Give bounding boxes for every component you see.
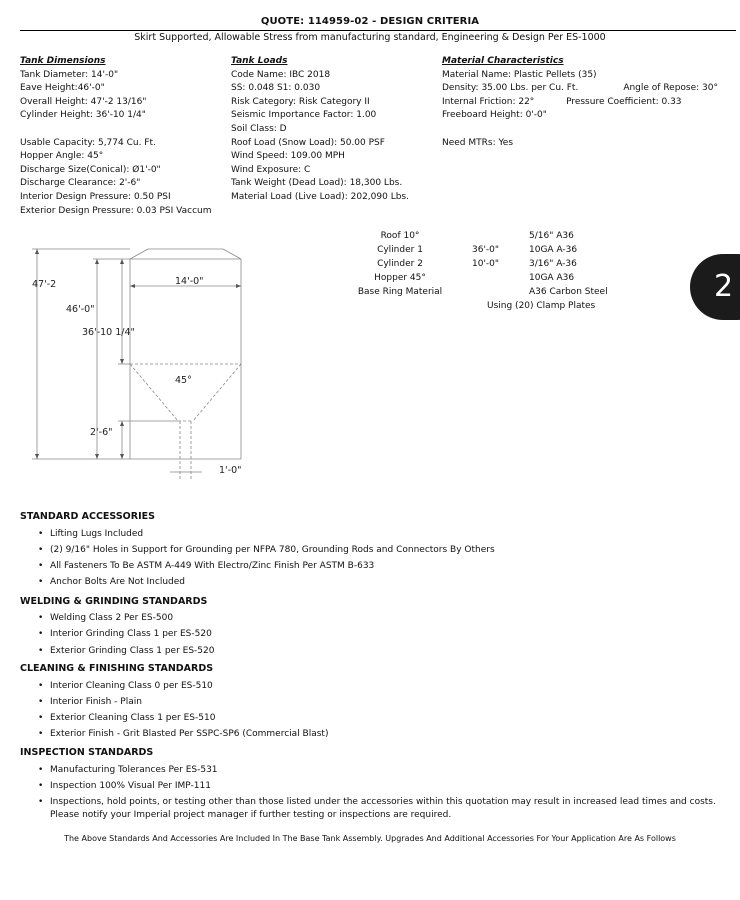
need-mtrs: Need MTRs: Yes: [442, 137, 514, 148]
table-row: [340, 243, 640, 257]
list-item: • Anchor Bolts Are Not Included: [38, 577, 185, 587]
load-line: Risk Category: Risk Category II: [231, 96, 370, 107]
part-cell: Cylinder 2: [377, 259, 423, 269]
table-row: [340, 299, 640, 313]
part-cell: Base Ring Material: [357, 287, 443, 297]
table-row: [340, 285, 640, 299]
tank-loads-column: [231, 55, 431, 205]
spec-cell: 5/16" A36: [529, 231, 574, 241]
list-item: • Interior Grinding Class 1 per ES-520: [38, 629, 212, 639]
list-item: • Exterior Finish - Grit Blasted Per SSPC-SP6 (Commercial Blast): [38, 729, 329, 739]
overall-height-label: 47'-2: [32, 279, 57, 290]
spec-cell: A36 Carbon Steel: [529, 287, 608, 297]
list-item: • All Fasteners To Be ASTM A-449 With Electro/Zinc Finish Per ASTM B-633: [38, 561, 375, 571]
dim-line: Discharge Size(Conical): Ø1'-0": [20, 164, 161, 175]
cylinder-height-label: 36'-10 1/4": [82, 327, 135, 338]
dim-line: Exterior Design Pressure: 0.03 PSI Vaccum: [20, 205, 212, 216]
dim-line: Interior Design Pressure: 0.50 PSI: [20, 191, 171, 202]
list-item-text: Exterior Cleaning Class 1 per ES-510: [50, 713, 216, 723]
list-item: • Exterior Grinding Class 1 per ES-520: [38, 646, 215, 656]
load-line: Code Name: IBC 2018: [231, 69, 331, 80]
list-item-text: Exterior Grinding Class 1 per ES-520: [50, 646, 215, 656]
tank-drawing: [0, 240, 300, 490]
list-item-text: Lifting Lugs Included: [50, 529, 144, 539]
list-item-text: Inspection 100% Visual Per IMP-111: [50, 781, 211, 791]
dim-line: Cylinder Height: 36'-10 1/4": [20, 110, 146, 121]
list-item: • Inspections, hold points, or testing other than those listed under the accessories within this quotation may result in increased lead times and costs. Please notify your Imperial project manager if further testing or inspections are required.: [38, 796, 728, 822]
list-item-text: Exterior Finish - Grit Blasted Per SSPC-SP6 (Commercial Blast): [50, 729, 329, 739]
tank-dimensions-column: [20, 55, 220, 218]
materials-table: [340, 229, 640, 313]
length-cell: 10'-0": [472, 259, 500, 269]
list-item: • Exterior Cleaning Class 1 per ES-510: [38, 713, 216, 723]
load-line: Seismic Importance Factor: 1.00: [231, 110, 377, 121]
pressure-coefficient: Pressure Coefficient: 0.33: [566, 96, 682, 107]
list-item-text: Inspections, hold points, or testing other than those listed under the accessories within this quotation may result in increased lead times and costs. Please notify your Imperial project manager if further testing or inspections are required.: [50, 797, 716, 820]
section-heading: STANDARD ACCESSORIES: [20, 511, 155, 522]
freeboard-height: Freeboard Height: 0'-0": [442, 110, 547, 121]
dim-line: Overall Height: 47'-2 13/16": [20, 96, 147, 107]
dimension-arrows: [35, 249, 241, 459]
material-name: Material Name: Plastic Pellets (35): [442, 69, 597, 80]
roof-right: [223, 249, 241, 259]
material-density: Density: 35.00 Lbs. per Cu. Ft.: [442, 83, 579, 94]
list-item-text: All Fasteners To Be ASTM A-449 With Electro/Zinc Finish Per ASTM B-633: [50, 561, 375, 571]
footer-note: The Above Standards And Accessories Are Included In The Base Tank Assembly. Upgrades And Additional Accessories For Your Application Are As Follows: [64, 834, 676, 843]
section-heading: WELDING & GRINDING STANDARDS: [20, 596, 208, 607]
discharge-clearance-label: 2'-6": [90, 427, 113, 438]
page-title: QUOTE: 114959-02 - DESIGN CRITERIA: [260, 16, 480, 27]
list-item-text: Interior Finish - Plain: [50, 697, 142, 707]
angle-of-repose: Angle of Repose: 30°: [623, 83, 718, 94]
load-line: Tank Weight (Dead Load): 18,300 Lbs.: [231, 178, 403, 189]
length-cell: 36'-0": [472, 245, 500, 255]
dim-line: Usable Capacity: 5,774 Cu. Ft.: [20, 137, 156, 148]
list-item: • Lifting Lugs Included: [38, 529, 144, 539]
list-item: • Welding Class 2 Per ES-500: [38, 613, 174, 623]
list-item: • (2) 9/16" Holes in Support for Grounding per NFPA 780, Grounding Rods and Connectors By Others: [38, 545, 495, 555]
dim-line: Tank Diameter: 14'-0": [20, 69, 119, 80]
list-item-text: Interior Grinding Class 1 per ES-520: [50, 629, 212, 639]
eave-height-label: 46'-0": [66, 304, 95, 315]
list-item-text: (2) 9/16" Holes in Support for Grounding per NFPA 780, Grounding Rods and Connectors By Others: [50, 545, 495, 555]
page-number-badge: 2: [690, 254, 740, 320]
load-line: Material Load (Live Load): 202,090 Lbs.: [231, 191, 409, 202]
list-item-text: Interior Cleaning Class 0 per ES-510: [50, 681, 213, 691]
dim-line: Hopper Angle: 45°: [20, 151, 104, 162]
list-item: • Interior Cleaning Class 0 per ES-510: [38, 681, 213, 691]
table-row: [340, 271, 640, 285]
load-line: Wind Speed: 109.00 MPH: [231, 151, 345, 162]
load-line: SS: 0.048 S1: 0.030: [231, 83, 321, 94]
page-subtitle: Skirt Supported, Allowable Stress from manufacturing standard, Engineering & Design Per ES-1000: [134, 32, 606, 43]
section-heading: CLEANING & FINISHING STANDARDS: [20, 663, 214, 674]
diameter-label: 14'-0": [175, 276, 204, 287]
spec-cell: 10GA A36: [529, 273, 575, 283]
part-cell: Cylinder 1: [377, 245, 423, 255]
table-row: [340, 229, 640, 243]
list-item-text: Manufacturing Tolerances Per ES-531: [50, 765, 218, 775]
list-item: • Inspection 100% Visual Per IMP-111: [38, 781, 211, 791]
spec-cell: 3/16" A-36: [529, 259, 577, 269]
hopper-angle-label: 45°: [175, 375, 192, 386]
roof-left: [130, 249, 148, 259]
spacer: [20, 123, 220, 137]
tank-dimensions-heading: Tank Dimensions: [20, 56, 106, 66]
dim-line: Discharge Clearance: 2'-6": [20, 178, 141, 189]
title-rule: [20, 30, 736, 31]
part-cell: Hopper 45°: [374, 273, 426, 283]
material-row: [442, 96, 718, 110]
list-item: • Interior Finish - Plain: [38, 697, 142, 707]
internal-friction: Internal Friction: 22°: [442, 96, 535, 107]
materials-note: Using (20) Clamp Plates: [487, 301, 596, 311]
load-line: Roof Load (Snow Load): 50.00 PSF: [231, 137, 385, 148]
list-item-text: Anchor Bolts Are Not Included: [50, 577, 185, 587]
section-heading: INSPECTION STANDARDS: [20, 747, 154, 758]
material-characteristics-column: [442, 55, 718, 150]
discharge-size-label: 1'-0": [219, 465, 242, 476]
dim-line: Eave Height:46'-0": [20, 83, 105, 94]
material-row: [442, 82, 718, 96]
table-row: [340, 257, 640, 271]
load-line: Soil Class: D: [231, 123, 287, 134]
spec-cell: 10GA A-36: [529, 245, 578, 255]
load-line: Wind Exposure: C: [231, 164, 311, 175]
list-item: • Manufacturing Tolerances Per ES-531: [38, 765, 218, 775]
tank-loads-heading: Tank Loads: [231, 56, 288, 66]
list-item-text: Welding Class 2 Per ES-500: [50, 613, 174, 623]
material-heading: Material Characteristics: [442, 56, 564, 66]
part-cell: Roof 10°: [380, 231, 420, 241]
